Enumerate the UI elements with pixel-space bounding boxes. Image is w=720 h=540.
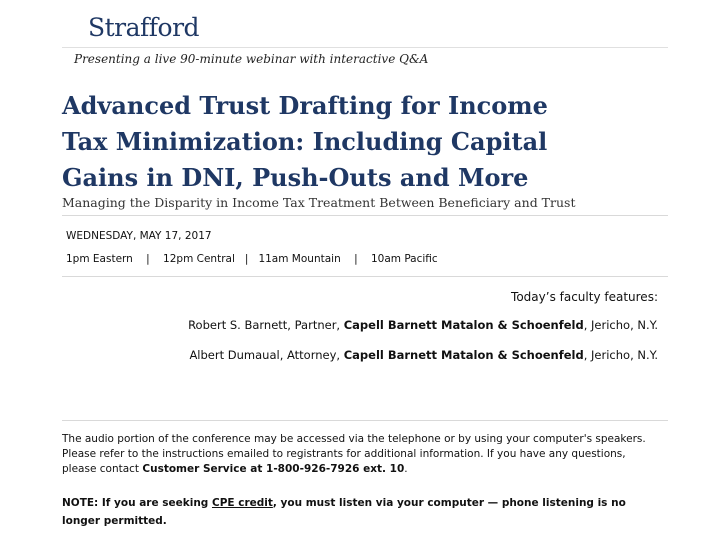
note-prefix: NOTE: If you are seeking [62,497,212,509]
divider-1 [62,215,668,216]
divider-2 [62,276,668,277]
webinar-title [62,88,622,196]
speaker-1-firm: Capell Barnett Matalon & Schoenfeld [343,318,584,332]
audio-instructions [62,432,652,477]
cpe-credit-link[interactable]: CPE credit [211,497,273,509]
header-divider [62,47,668,48]
webinar-date: WEDNESDAY, MAY 17, 2017 [66,230,212,242]
speaker-1-location: , Jericho, N.Y. [583,318,658,332]
title-line-3: Gains in DNI, Push-Outs and More [62,163,529,192]
speaker-2-firm: Capell Barnett Matalon & Schoenfeld [343,348,584,362]
strafford-logo: Strafford [88,13,200,42]
webinar-subtitle: Managing the Disparity in Income Tax Treatment Between Beneficiary and Trust [62,195,576,210]
speaker-1 [188,318,658,332]
speaker-1-name: Robert S. Barnett, Partner, [188,318,344,332]
speaker-2-location: , Jericho, N.Y. [583,348,658,362]
speaker-2 [189,348,658,362]
cpe-note [62,494,652,530]
faculty-heading: Today’s faculty features: [511,290,658,304]
speaker-2-name: Albert Dumaual, Attorney, [189,348,344,362]
customer-service-contact: Customer Service at 1-800-926-7926 ext. 10 [142,463,405,475]
audio-end: . [404,463,408,475]
divider-3 [62,420,668,421]
title-line-2: Tax Minimization: Including Capital [62,127,548,156]
webinar-times: 1pm Eastern | 12pm Central | 11am Mountain | 10am Pacific [66,253,438,265]
note-suffix: , you must listen via your computer — phone listening is no longer permitted. [62,497,626,527]
title-line-1: Advanced Trust Drafting for Income [62,91,548,120]
webinar-tagline: Presenting a live 90-minute webinar with interactive Q&A [74,52,429,66]
audio-text: The audio portion of the conference may be accessed via the telephone or by using your computer's speakers. Please refer to the instructions emailed to registrants for additional information. If you have any questions, please contact [62,433,646,475]
